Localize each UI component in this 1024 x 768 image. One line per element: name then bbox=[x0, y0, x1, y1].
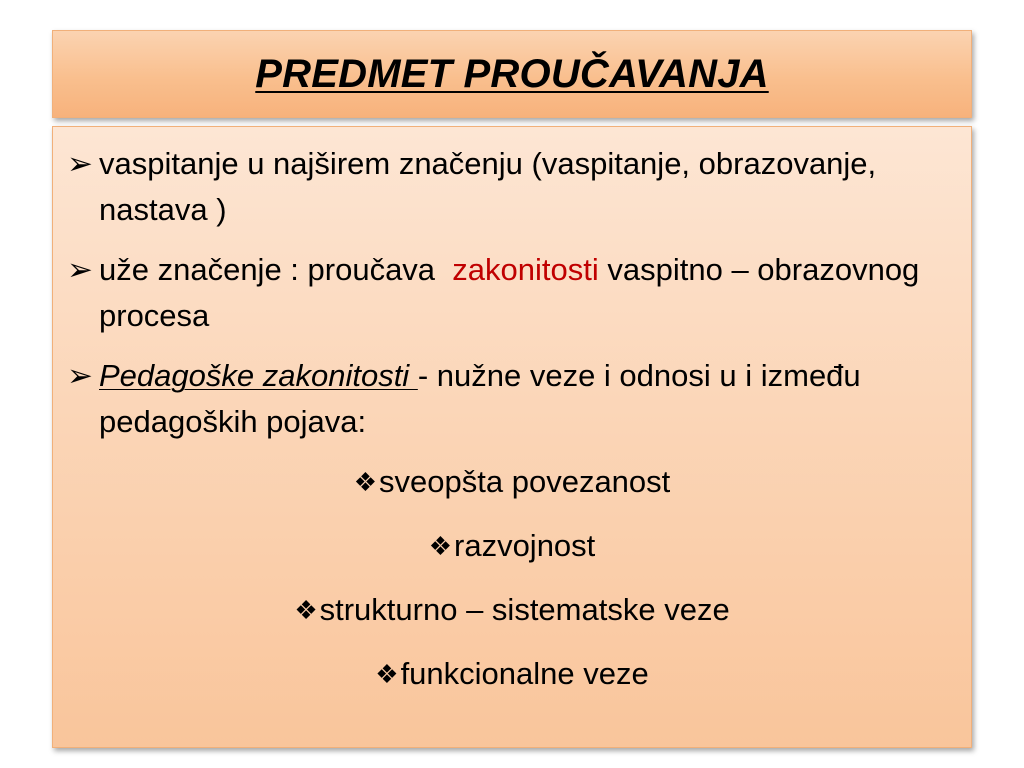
sub-item bbox=[67, 523, 957, 569]
bullet-text-end: - nužne veze i odnosi u i između pedagoških pojava: bbox=[99, 358, 861, 439]
bullet-text: vaspitanje u najširem značenju (vaspitanje, obrazovanje, nastava ) bbox=[99, 146, 877, 227]
sub-item bbox=[67, 651, 957, 697]
slide-title: PREDMET PROUČAVANJA bbox=[255, 51, 769, 96]
bullet-text bbox=[99, 353, 957, 445]
sub-item bbox=[67, 587, 957, 633]
content-box bbox=[52, 126, 972, 748]
bullet-item bbox=[67, 247, 957, 339]
diamond-bullet-icon: ❖ bbox=[353, 467, 378, 497]
bullet-item bbox=[67, 141, 957, 233]
arrow-bullet-icon: ➢ bbox=[67, 358, 93, 393]
diamond-bullet-icon: ❖ bbox=[428, 531, 452, 561]
bullet-text bbox=[99, 247, 957, 339]
bullet-text-start: uže značenje : proučava bbox=[99, 252, 453, 287]
arrow-bullet-icon: ➢ bbox=[67, 252, 93, 287]
sub-item-text: sveopšta povezanost bbox=[379, 464, 671, 499]
bullet-item bbox=[67, 353, 957, 445]
emphasized-term: Pedagoške zakonitosti bbox=[99, 358, 418, 393]
sub-item-text: funkcionalne veze bbox=[400, 656, 649, 691]
sub-item bbox=[67, 459, 957, 505]
sub-item-text: strukturno – sistematske veze bbox=[319, 592, 730, 627]
sub-list bbox=[67, 459, 957, 697]
diamond-bullet-icon: ❖ bbox=[375, 659, 399, 689]
title-box bbox=[52, 30, 972, 118]
sub-item-text: razvojnost bbox=[454, 528, 596, 563]
diamond-bullet-icon: ❖ bbox=[294, 595, 318, 625]
arrow-bullet-icon: ➢ bbox=[67, 146, 93, 181]
bullet-text-end: vaspitno – obrazovnog procesa bbox=[99, 252, 928, 333]
highlighted-term: zakonitosti bbox=[452, 252, 599, 287]
